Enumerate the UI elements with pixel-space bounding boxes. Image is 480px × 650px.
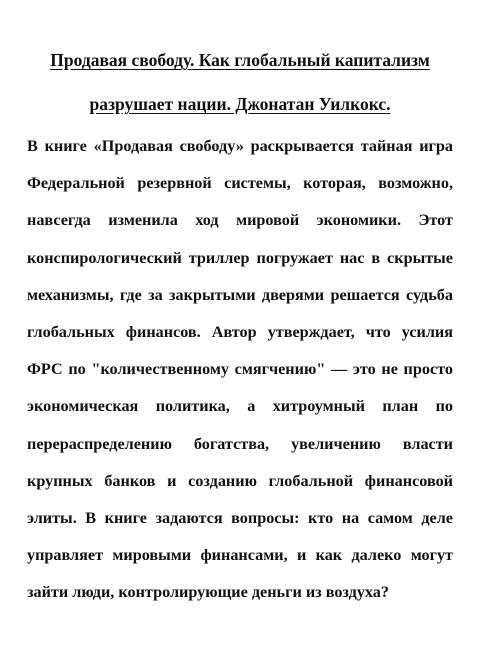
document-title: Продавая свободу. Как глобальный капитализм разрушает нации. Джонатан Уилкокс.	[50, 50, 430, 114]
document-body-paragraph: В книге «Продавая свободу» раскрывается тайная игра Федеральной резервной системы, которая, возможно, навсегда изменила ход мировой экономики. Этот конспирологический триллер погружает нас в скрытые механизмы, где за закрытыми дверями решается судьба глобальных финансов. Автор утверждает, что усилия ФРС по "количественному смягчению" — это не просто экономическая политика, а хитроумный план по перераспределению богатства, увеличению власти крупных банков и созданию глобальной финансовой элиты. В книге задаются вопросы: кто на самом деле управляет мировыми финансами, и как далеко могут зайти люди, контролирующие деньги из воздуха?	[27, 137, 453, 602]
